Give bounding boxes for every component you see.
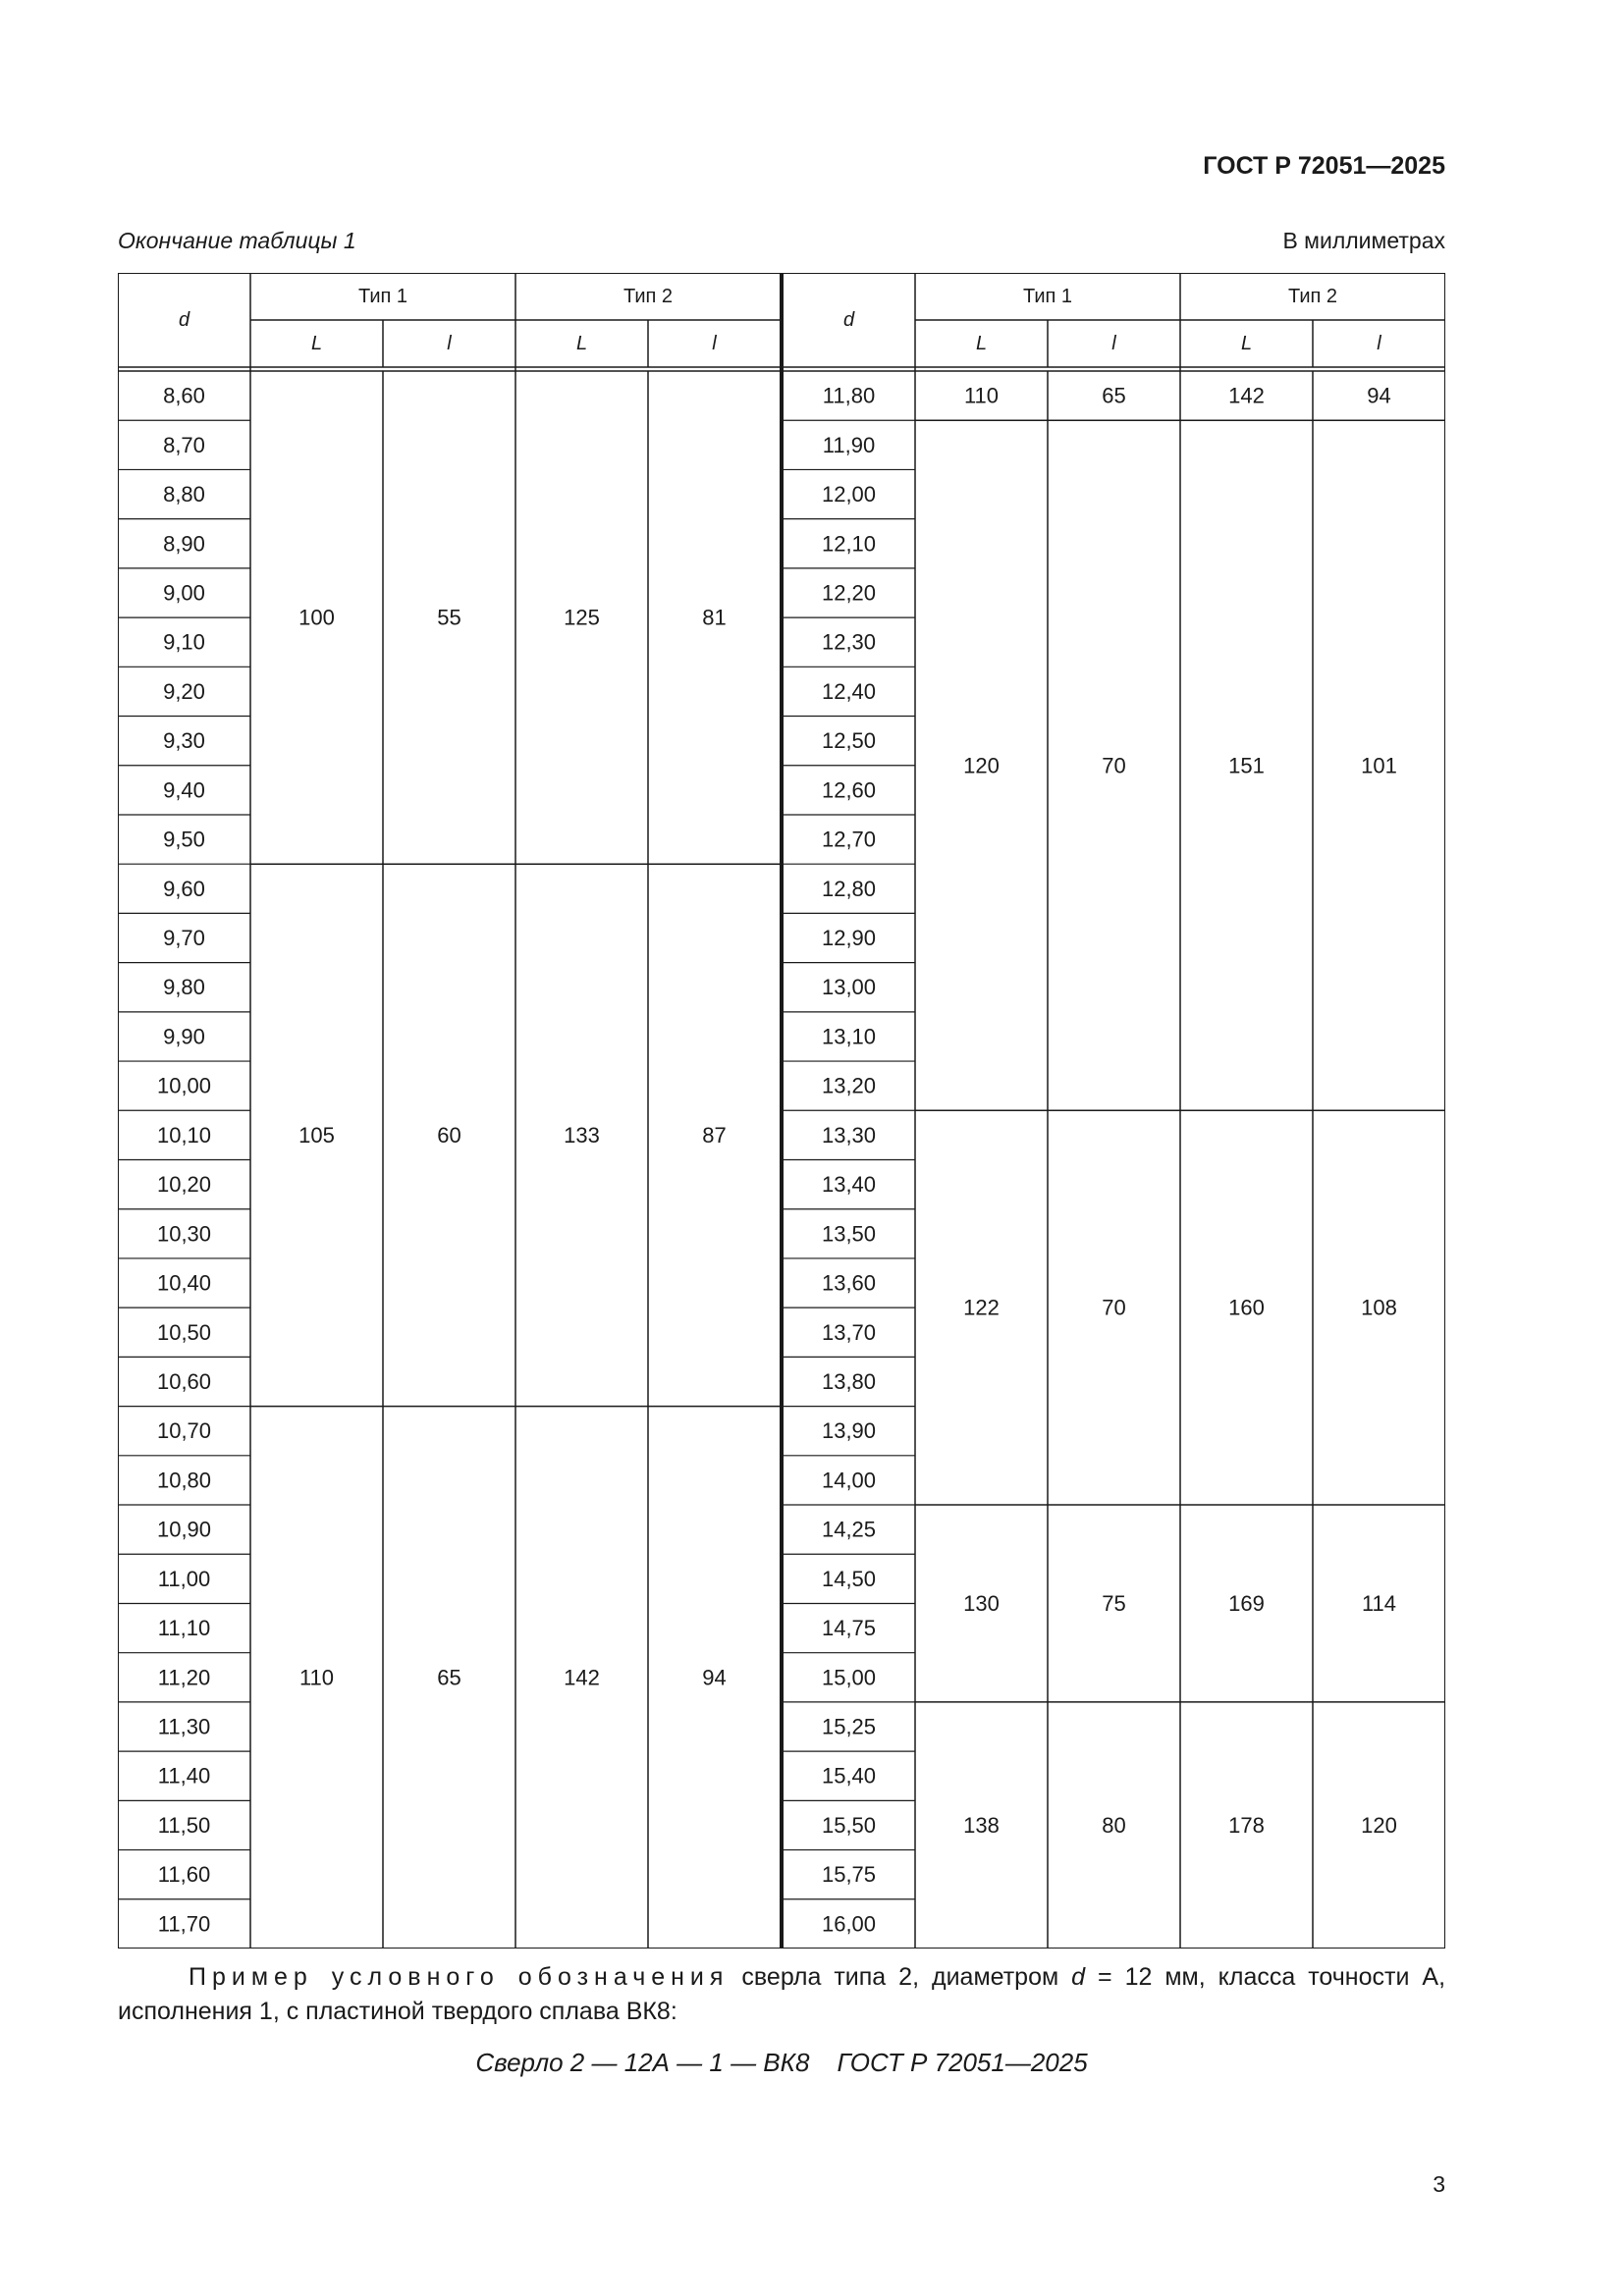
left-type1-l-value: 55 (437, 605, 461, 630)
left-d-value: 11,30 (157, 1714, 211, 1739)
left-d-value: 9,10 (163, 629, 205, 655)
right-d-value: 11,90 (822, 432, 876, 457)
left-d-value: 10,10 (156, 1122, 212, 1148)
right-d-value: 12,90 (821, 926, 877, 951)
example-lead: Пример условного обозначения (189, 1963, 730, 1991)
right-type2-L-value: 178 (1228, 1812, 1265, 1838)
designation-example (118, 1960, 1445, 2029)
right-d-value: 12,60 (821, 777, 877, 803)
right-d-value: 13,00 (821, 975, 877, 1000)
right-d-value: 13,70 (821, 1319, 877, 1345)
left-d-value: 11,70 (157, 1911, 211, 1937)
left-d-value: 10,60 (156, 1368, 212, 1394)
left-header-type2: Тип 2 (623, 286, 674, 307)
right-header-d: d (842, 309, 855, 331)
left-d-value: 9,70 (163, 926, 205, 951)
right-d-value: 15,50 (821, 1812, 877, 1838)
right-type1-l-value: 65 (1102, 383, 1126, 408)
left-d-value: 8,60 (163, 383, 205, 408)
left-type2-L-value: 125 (564, 605, 600, 630)
right-d-value: 13,50 (821, 1221, 877, 1247)
left-d-value: 9,40 (163, 777, 205, 803)
left-d-value: 10,70 (156, 1418, 212, 1444)
right-type1-L-value: 122 (963, 1295, 1000, 1320)
right-type1-L-value: 110 (963, 383, 1000, 408)
left-d-value: 10,30 (156, 1221, 212, 1247)
right-d-value: 12,00 (821, 482, 877, 507)
right-d-value: 13,40 (821, 1172, 877, 1198)
left-d-value: 9,30 (163, 728, 205, 754)
left-header-t2-l: l (712, 333, 717, 354)
right-d-value: 14,75 (821, 1616, 877, 1641)
right-header-type2: Тип 2 (1287, 286, 1338, 307)
left-d-value: 10,20 (156, 1172, 212, 1198)
left-type1-L-value: 110 (298, 1665, 335, 1690)
left-d-value: 9,50 (163, 827, 205, 852)
right-type1-L-value: 138 (963, 1812, 1000, 1838)
right-d-value: 12,40 (821, 678, 877, 704)
right-type1-L-value: 130 (963, 1590, 1000, 1616)
left-d-value: 10,50 (156, 1319, 212, 1345)
right-d-value: 16,00 (821, 1911, 877, 1937)
right-d-value: 14,00 (821, 1468, 877, 1493)
right-header-type1: Тип 1 (1022, 286, 1073, 307)
designation-code: Сверло 2 — 12А — 1 — ВК8 (475, 2048, 810, 2077)
right-d-value: 12,50 (821, 728, 877, 754)
right-type2-l-value: 120 (1361, 1812, 1397, 1838)
right-type2-l-value: 101 (1361, 753, 1397, 778)
left-header-t1-l: l (447, 333, 452, 354)
left-type1-L-value: 100 (298, 605, 335, 630)
right-type2-l-value: 94 (1367, 383, 1391, 408)
left-type1-L-value: 105 (298, 1122, 335, 1148)
left-d-value: 10,90 (156, 1517, 212, 1542)
left-header-d: d (178, 309, 190, 331)
left-header-t1-L: L (310, 333, 323, 354)
left-type2-L-value: 142 (564, 1665, 600, 1690)
left-d-value: 9,20 (163, 678, 205, 704)
right-type1-l-value: 70 (1102, 1295, 1126, 1320)
right-type1-l-value: 80 (1102, 1812, 1126, 1838)
right-d-value: 15,75 (821, 1862, 877, 1888)
left-type2-l-value: 81 (702, 605, 727, 630)
units-label: В миллиметрах (1282, 228, 1445, 253)
right-d-value: 14,50 (821, 1566, 877, 1591)
left-d-value: 10,00 (156, 1073, 212, 1098)
left-d-value: 11,00 (157, 1566, 211, 1591)
left-d-value: 11,50 (157, 1812, 211, 1838)
right-d-value: 13,20 (821, 1073, 877, 1098)
left-d-value: 9,00 (163, 580, 205, 606)
right-header-t1-L: L (975, 333, 988, 354)
left-type1-l-value: 65 (437, 1665, 461, 1690)
right-d-value: 12,80 (821, 876, 877, 901)
right-type1-l-value: 75 (1102, 1590, 1126, 1616)
right-d-value: 15,25 (821, 1714, 877, 1739)
left-header-t2-L: L (575, 333, 588, 354)
right-d-value: 13,90 (821, 1418, 877, 1444)
left-d-value: 10,80 (156, 1468, 212, 1493)
example-text-1: сверла типа 2, диаметром (729, 1963, 1072, 1991)
left-type2-l-value: 87 (702, 1122, 727, 1148)
page-number: 3 (1433, 2171, 1445, 2197)
right-d-value: 13,10 (821, 1024, 877, 1049)
right-type1-L-value: 120 (963, 753, 1000, 778)
right-d-value: 15,40 (821, 1763, 877, 1789)
left-type2-L-value: 133 (564, 1122, 600, 1148)
right-type2-L-value: 142 (1228, 383, 1265, 408)
table-caption: Окончание таблицы 1 (118, 228, 356, 253)
left-type1-l-value: 60 (437, 1122, 461, 1148)
right-d-value: 12,10 (821, 531, 877, 557)
designation-example-text (118, 1960, 1445, 2029)
designation-formula (118, 2048, 1445, 2078)
right-d-value: 13,30 (821, 1122, 877, 1148)
right-type2-L-value: 151 (1228, 753, 1265, 778)
right-type2-L-value: 169 (1228, 1590, 1265, 1616)
right-type1-l-value: 70 (1102, 753, 1126, 778)
standard-code: ГОСТ Р 72051—2025 (1203, 152, 1445, 180)
right-type2-l-value: 108 (1361, 1295, 1397, 1320)
left-d-value: 11,60 (157, 1862, 211, 1888)
diameter-symbol: d (1071, 1963, 1086, 1991)
right-type2-L-value: 160 (1228, 1295, 1265, 1320)
right-d-value: 13,60 (821, 1270, 877, 1296)
left-d-value: 11,20 (157, 1665, 211, 1690)
right-header-t2-L: L (1240, 333, 1253, 354)
left-d-value: 9,80 (163, 975, 205, 1000)
example-text-2: = 12 мм, класса точности А, исполнения 1, с пластиной твердого сплава ВК8: (118, 1963, 1446, 2025)
right-d-value: 11,80 (822, 383, 876, 408)
right-header-t1-l: l (1111, 333, 1116, 354)
right-d-value: 12,20 (821, 580, 877, 606)
right-d-value: 13,80 (821, 1368, 877, 1394)
right-type2-l-value: 114 (1361, 1590, 1397, 1616)
left-header-type1: Тип 1 (357, 286, 408, 307)
left-d-value: 8,80 (163, 482, 205, 507)
right-header-t2-l: l (1377, 333, 1381, 354)
left-d-value: 10,40 (156, 1270, 212, 1296)
designation-standard: ГОСТ Р 72051—2025 (837, 2048, 1088, 2077)
right-d-value: 15,00 (821, 1665, 877, 1690)
right-d-value: 14,25 (821, 1517, 877, 1542)
left-d-value: 8,90 (163, 531, 205, 557)
left-d-value: 9,60 (163, 876, 205, 901)
left-d-value: 8,70 (163, 432, 205, 457)
left-type2-l-value: 94 (702, 1665, 727, 1690)
left-d-value: 11,40 (157, 1763, 211, 1789)
dimensions-table-grid (118, 273, 1445, 1949)
dimensions-table (118, 273, 1445, 1949)
right-d-value: 12,30 (821, 629, 877, 655)
left-d-value: 11,10 (157, 1616, 211, 1641)
left-d-value: 9,90 (163, 1024, 205, 1049)
right-d-value: 12,70 (821, 827, 877, 852)
